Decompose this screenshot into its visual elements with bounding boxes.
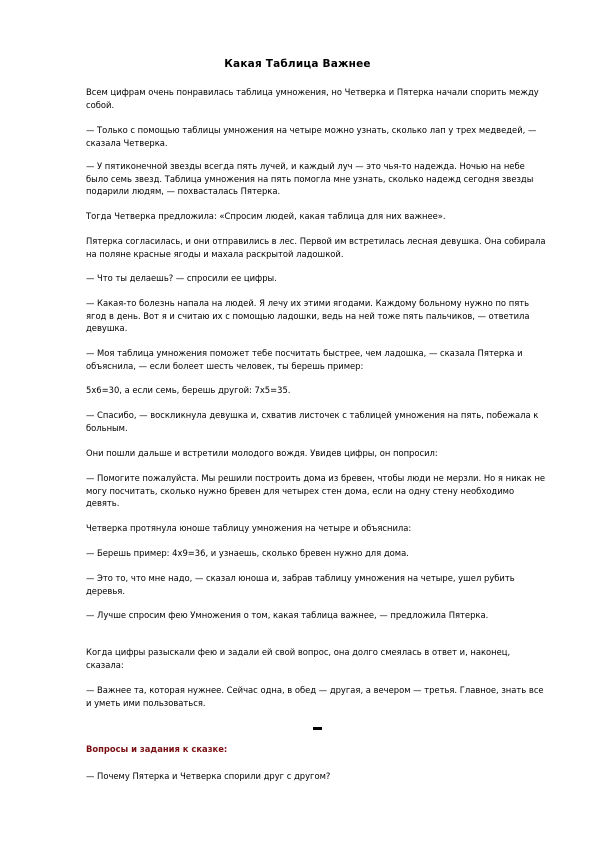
paragraph-3: — У пятиконечной звезды всегда пять лучей, и каждый луч — это чья-то надежда. Ночью на небе было семь звезд. Таблица умножения на пять помогла мне узнать, сколько надежд сегодня звезды подарили людям, — похвасталась Пятерка. bbox=[86, 161, 534, 197]
paragraph-6: — Что ты делаешь? — спросили ее цифры. bbox=[86, 273, 277, 283]
paragraph-14: — Берешь пример: 4х9=36, и узнаешь, сколько бревен нужно для дома. bbox=[86, 548, 409, 558]
paragraph-10: — Спасибо, — воскликнула девушка и, схватив листочек с таблицей умножения на пять, побежала к больным. bbox=[86, 410, 539, 433]
paragraph-8: — Моя таблица умножения поможет тебе посчитать быстрее, чем ладошка, — сказала Пятерка и объяснила, — если болеет шесть человек, ты берешь пример: bbox=[86, 348, 523, 371]
paragraph-12: — Помогите пожалуйста. Мы решили построить дома из бревен, чтобы люди не мерзли. Но я никак не могу посчитать, сколько нужно бревен для четырех стен дома, если на одну стену необходимо девять. bbox=[86, 473, 546, 509]
questions-heading: Вопросы и задания к сказке: bbox=[86, 744, 228, 754]
paragraph-13: Четверка протянула юноше таблицу умножения на четыре и объяснила: bbox=[86, 523, 412, 533]
section-divider bbox=[313, 727, 322, 730]
paragraph-16: — Лучше спросим фею Умножения о том, какая таблица важнее, — предложила Пятерка. bbox=[86, 610, 489, 620]
paragraph-7: — Какая-то болезнь напала на людей. Я лечу их этими ягодами. Каждому больному нужно по пять ягод в день. Вот я и считаю их с помощью ладошки, ведь на ней тоже пять пальчиков, — ответила девушка. bbox=[86, 298, 530, 334]
paragraph-5: Пятерка согласилась, и они отправились в лес. Первой им встретилась лесная девушка. Она собирала на поляне красные ягоды и махала раскрытой ладошкой. bbox=[86, 236, 546, 259]
paragraph-17: Когда цифры разыскали фею и задали ей свой вопрос, она долго смеялась в ответ и, наконец, сказала: bbox=[86, 647, 511, 670]
paragraph-1: Всем цифрам очень понравилась таблица умножения, но Четверка и Пятерка начали спорить между собой. bbox=[86, 87, 539, 110]
paragraph-4: Тогда Четверка предложила: «Спросим людей, какая таблица для них важнее». bbox=[86, 211, 446, 221]
story-title: Какая Таблица Важнее bbox=[224, 58, 371, 70]
paragraph-2: — Только с помощью таблицы умножения на четыре можно узнать, сколько лап у трех медведей, — сказала Четверка. bbox=[86, 125, 537, 148]
paragraph-9: 5х6=30, а если семь, берешь другой: 7х5=35. bbox=[86, 385, 291, 395]
paragraph-18: — Важнее та, которая нужнее. Сейчас одна, в обед — другая, а вечером — третья. Главное, знать все и уметь ими пользоваться. bbox=[86, 685, 544, 708]
paragraph-11: Они пошли дальше и встретили молодого вождя. Увидев цифры, он попросил: bbox=[86, 448, 438, 458]
question-1: — Почему Пятерка и Четверка спорили друг с другом? bbox=[86, 771, 331, 781]
paragraph-15: — Это то, что мне надо, — сказал юноша и, забрав таблицу умножения на четыре, ушел рубить деревья. bbox=[86, 573, 515, 596]
